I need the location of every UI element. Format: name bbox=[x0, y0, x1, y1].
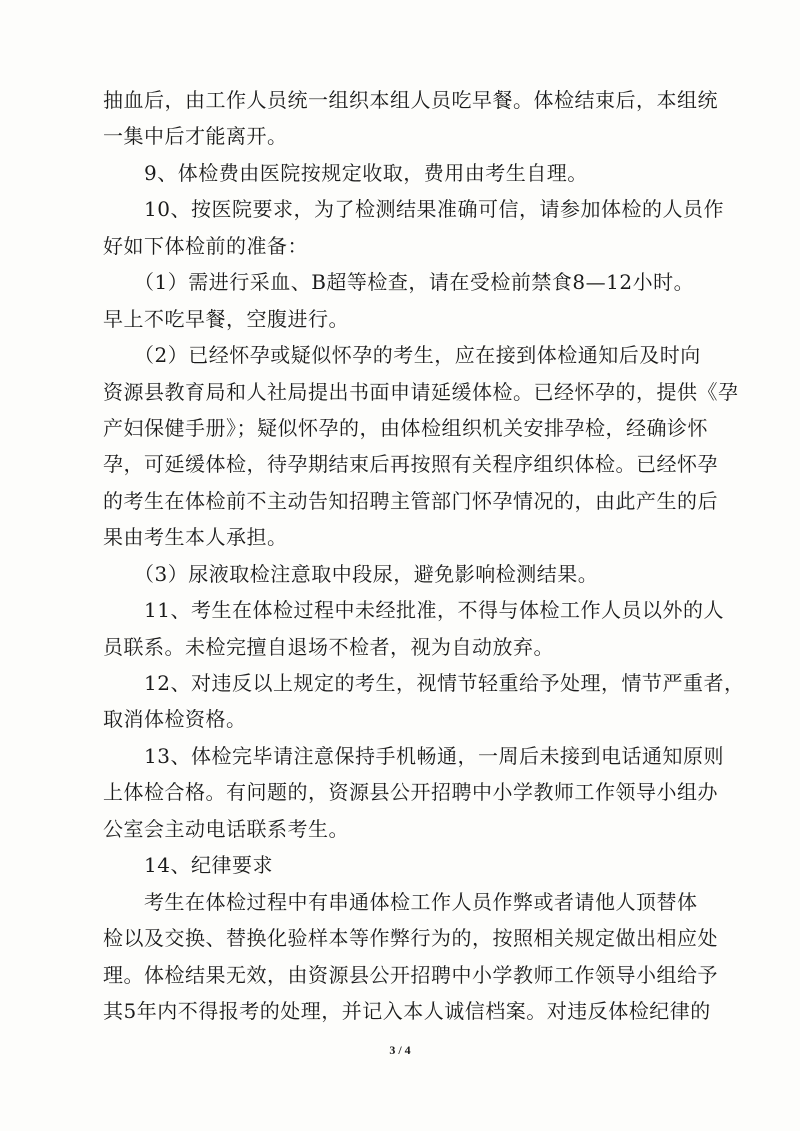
text-line: 抽血后，由工作人员统一组织本组人员吃早餐。体检结束后，本组统 bbox=[103, 88, 718, 112]
text-line: 13、体检完毕请注意保持手机畅通，一周后未接到电话通知原则 bbox=[103, 743, 724, 768]
text-line: 取消体检资格。 bbox=[103, 707, 247, 732]
text-line: 好如下体检前的准备： bbox=[103, 233, 308, 258]
text-line: （3）尿液取检注意取中段尿，避免影响检测结果。 bbox=[103, 561, 599, 586]
text-line: 一集中后才能离开。 bbox=[103, 124, 288, 149]
text-line: 上体检合格。有问题的，资源县公开招聘中小学教师工作领导小组办 bbox=[103, 780, 718, 805]
text-line: 的考生在体检前不主动告知招聘主管部门怀孕情况的，由此产生的后 bbox=[103, 488, 718, 513]
body-text bbox=[103, 82, 745, 1029]
text-line: 检以及交换、替换化验样本等作弊行为的，按照相关规定做出相应处 bbox=[103, 926, 718, 951]
text-line: 果由考生本人承担。 bbox=[103, 525, 288, 550]
text-line: 早上不吃早餐，空腹进行。 bbox=[103, 306, 349, 331]
text-line: 9、体检费由医院按规定收取，费用由考生自理。 bbox=[103, 160, 588, 185]
text-line: （1）需进行采血、B超等检查，请在受检前禁食8—12小时。 bbox=[103, 270, 695, 295]
text-line: 考生在体检过程中有串通体检工作人员作弊或者请他人顶替体 bbox=[103, 889, 698, 914]
text-line: 员联系。未检完擅自退场不检者，视为自动放弃。 bbox=[103, 634, 554, 659]
text-line: 14、纪律要求 bbox=[103, 853, 273, 878]
text-line: 产妇保健手册》；疑似怀孕的，由体检组织机关安排孕检，经确诊怀 bbox=[103, 415, 708, 440]
text-line: 公室会主动电话联系考生。 bbox=[103, 816, 349, 841]
page-number: 3 / 4 bbox=[389, 1043, 411, 1057]
text-line: 资源县教育局和人社局提出书面申请延缓体检。已经怀孕的，提供《孕 bbox=[103, 379, 739, 404]
text-line: （2）已经怀孕或疑似怀孕的考生，应在接到体检通知后及时向 bbox=[103, 343, 701, 368]
text-line: 11、考生在体检过程中未经批准，不得与体检工作人员以外的人 bbox=[103, 598, 724, 623]
text-line: 孕，可延缓体检，待孕期结束后再按照有关程序组织体检。已经怀孕 bbox=[103, 452, 718, 477]
text-line: 10、按医院要求，为了检测结果准确可信，请参加体检的人员作 bbox=[103, 197, 724, 222]
text-line: 12、对违反以上规定的考生，视情节轻重给予处理，情节严重者， bbox=[103, 671, 745, 695]
text-line: 其5年内不得报考的处理，并记入本人诚信档案。对违反体检纪律的 bbox=[103, 998, 711, 1023]
text-line: 理。体检结果无效，由资源县公开招聘中小学教师工作领导小组给予 bbox=[103, 962, 718, 987]
